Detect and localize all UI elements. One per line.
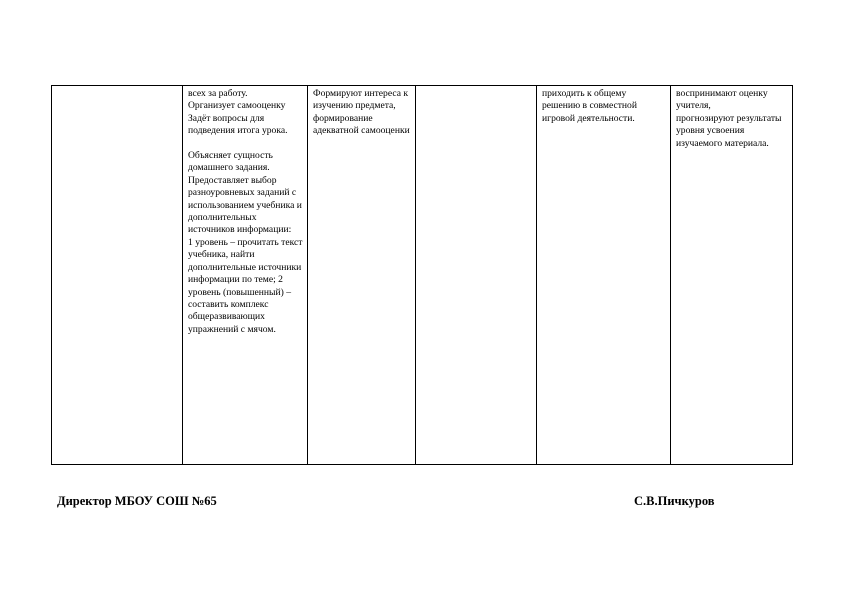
lesson-plan-table [51, 85, 793, 465]
table-cell-personal-results: Формируют интереса к изучению предмета, формирование адекватной самооценки [308, 86, 416, 465]
table-cell-cognitive [416, 86, 537, 465]
table-cell-regulatory: воспринимают оценку учителя, прогнозируют результаты уровня усвоения изучаемого материала. [671, 86, 793, 465]
table-row [52, 86, 793, 465]
director-title: Директор МБОУ СОШ №65 [57, 494, 217, 508]
table-cell-stage [52, 86, 183, 465]
table-cell-communicative: приходить к общему решению в совместной игровой деятельности. [537, 86, 671, 465]
director-name: С.В.Пичкуров [634, 494, 715, 508]
table-cell-teacher-activity: всех за работу. Организует самооценку Задёт вопросы для подведения итога урока. Объясняет сущность домашнего задания. Предоставляет выбор разноуровневых заданий с использованием учебника и дополнительных источников информации: 1 уровень – прочитать текст учебника, найти дополнительные источники информации по теме; 2 уровень (повышенный) – составить комплекс общеразвивающих упражнений с мячом. [183, 86, 308, 465]
